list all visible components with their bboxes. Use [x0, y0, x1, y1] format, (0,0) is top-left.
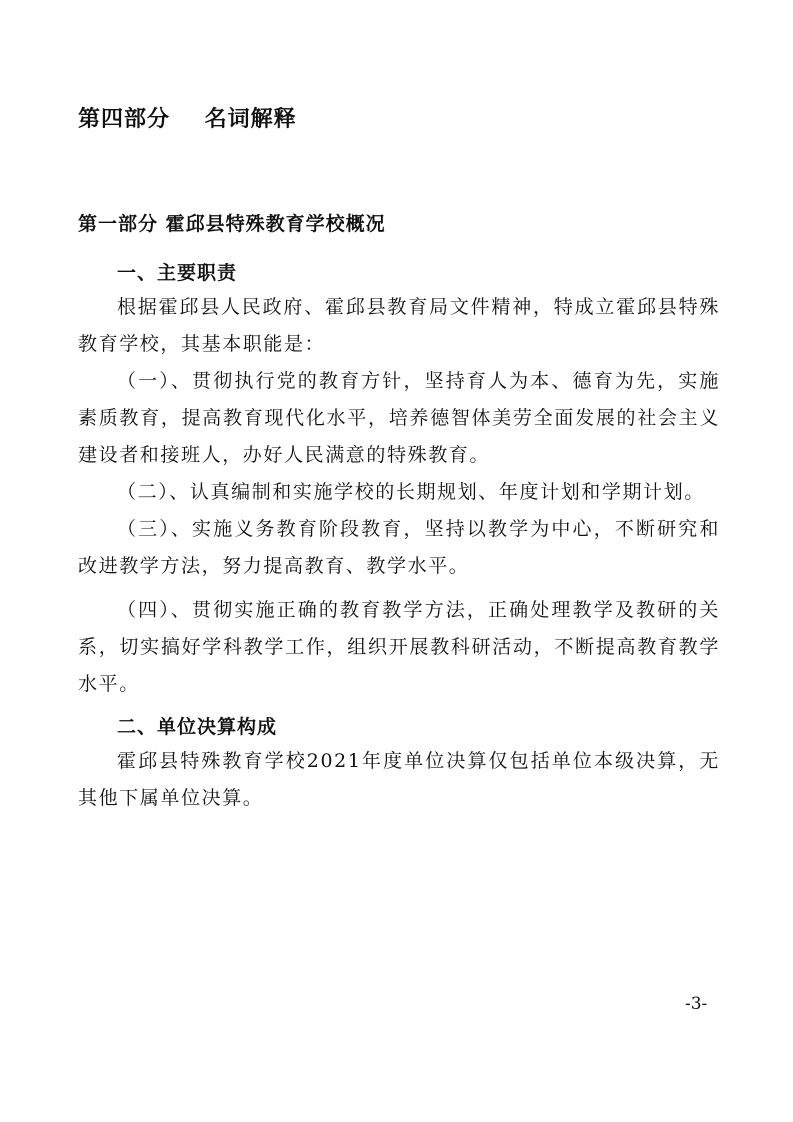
responsibility-item-4: （四）、贯彻实施正确的教育教学方法，正确处理教学及教研的关系，切实搞好学科教学工作，组织开展教科研活动，不断提高教育教学水平。	[78, 599, 720, 695]
budget-composition-body: 霍邱县特殊教育学校2021年度单位决算仅包括单位本级决算，无其他下属单位决算。	[78, 750, 720, 809]
responsibility-item-3: （三）、实施义务教育阶段教育，坚持以教学为中心，不断研究和改进教学方法，努力提高教育、教学水平。	[78, 518, 720, 577]
responsibilities-intro: 根据霍邱县人民政府、霍邱县教育局文件精神，特成立霍邱县特殊教育学校，其基本职能是：	[78, 296, 720, 355]
section-title: 第一部分 霍邱县特殊教育学校概况	[78, 213, 386, 235]
page-number: -3-	[685, 994, 708, 1014]
budget-composition-heading: 二、单位决算构成	[117, 716, 278, 738]
responsibility-item-1: （一）、贯彻执行党的教育方针，坚持育人为本、德育为先，实施素质教育，提高教育现代化水平，培养德智体美劳全面发展的社会主义建设者和接班人，办好人民满意的特殊教育。	[78, 370, 720, 466]
responsibility-item-2: （二）、认真编制和实施学校的长期规划、年度计划和学期计划。	[117, 481, 705, 503]
part-title: 第四部分 名词解释	[78, 107, 297, 132]
responsibilities-heading: 一、主要职责	[117, 262, 238, 284]
